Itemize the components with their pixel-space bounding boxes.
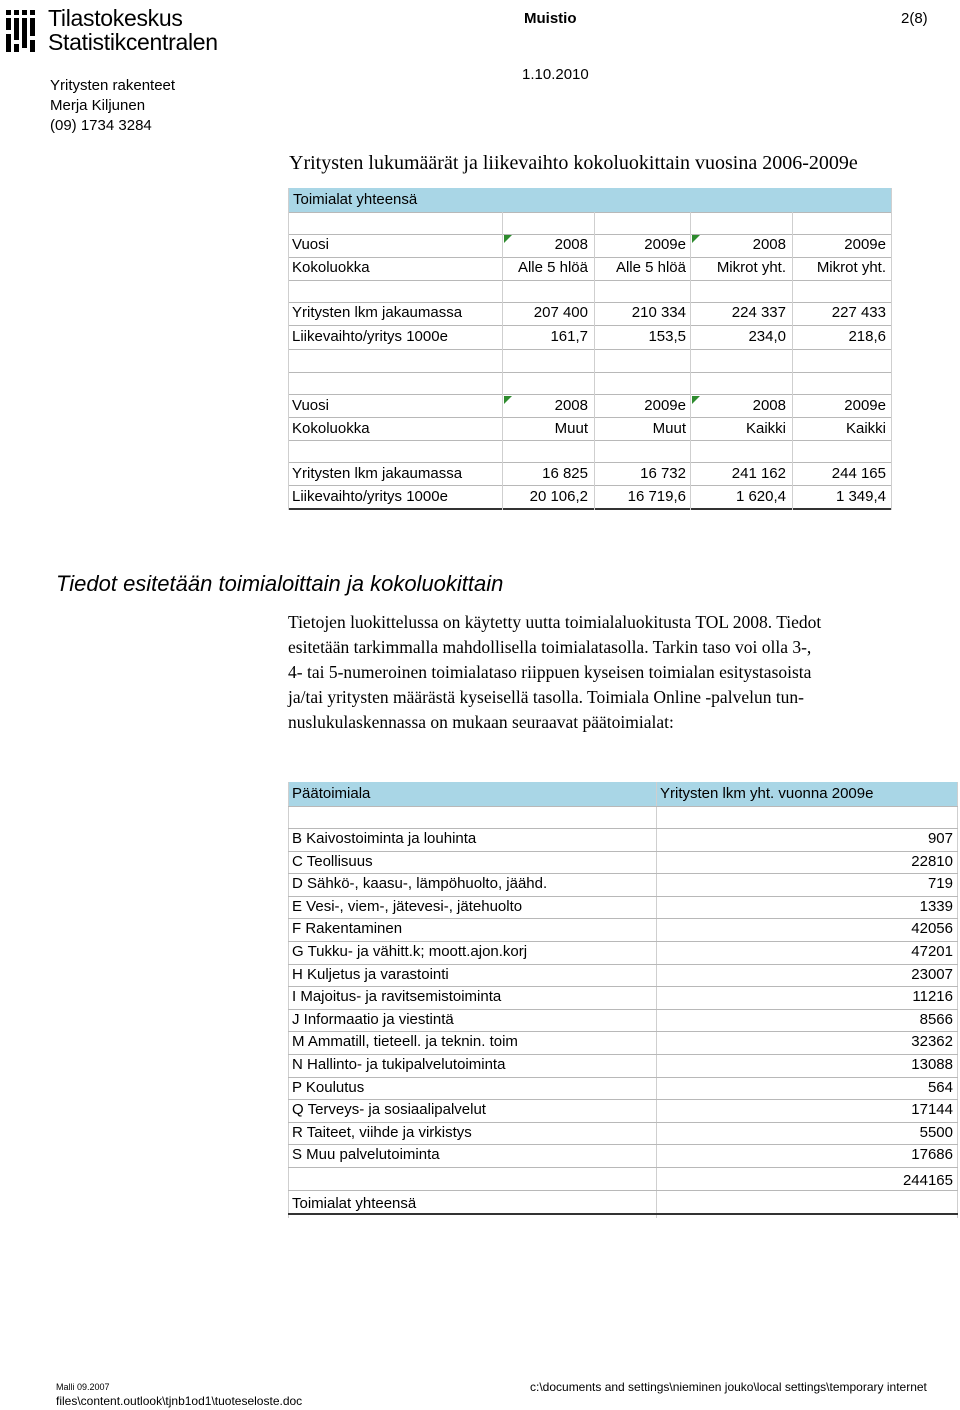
industry-count: 42056 (911, 920, 953, 937)
block2-class-4: Kaikki (845, 420, 886, 437)
block1-row2-value: 161,7 (550, 328, 588, 345)
summary-heading: Yritysten lukumäärät ja liikevaihto kokoluokittain vuosina 2006-2009e (289, 152, 858, 174)
block2-year-4: 2009e (844, 397, 886, 414)
block2-class-1: Muut (554, 420, 588, 437)
industries-header-right: Yritysten lkm yht. vuonna 2009e (660, 785, 874, 802)
block1-row2-value: 153,5 (648, 328, 686, 345)
block1-row1-label: Yritysten lkm jakaumassa (292, 304, 463, 321)
block2-label-kokoluokka: Kokoluokka (292, 420, 370, 437)
industry-count: 907 (927, 830, 953, 847)
logo-name-fi: Tilastokeskus (48, 5, 183, 31)
memo-label: Muistio (524, 10, 577, 27)
industry-name: G Tukku- ja vähitt.k; moott.ajon.korj (292, 943, 528, 960)
industry-name: D Sähkö-, kaasu-, lämpöhuolto, jäähd. (292, 875, 548, 892)
industries-header-band (288, 782, 958, 806)
industry-count: 32362 (911, 1033, 953, 1050)
section-body-line: ja/tai yritysten määrästä kyseisellä tasolla. Toimiala Online -palvelun tun- (288, 687, 805, 707)
document-date: 1.10.2010 (522, 66, 589, 83)
tilastokeskus-logo (4, 6, 254, 54)
industries-header-left: Päätoimiala (292, 785, 371, 802)
industry-count: 17144 (911, 1101, 953, 1118)
industries-total-value: 244165 (902, 1172, 953, 1189)
block2-year-2: 2009e (644, 397, 686, 414)
block1-class-2: Alle 5 hlöä (615, 259, 686, 276)
industry-name: S Muu palvelutoiminta (292, 1146, 440, 1163)
block2-row2-value: 1 349,4 (835, 488, 886, 505)
industry-count: 719 (927, 875, 953, 892)
block1-row1-value: 224 337 (731, 304, 786, 321)
block2-row1-value: 16 732 (640, 465, 686, 482)
industry-name: Q Terveys- ja sosiaalipalvelut (292, 1101, 486, 1118)
block1-year-3: 2008 (752, 236, 786, 253)
industry-name: I Majoitus- ja ravitsemistoiminta (292, 988, 502, 1005)
industry-name: P Koulutus (292, 1079, 365, 1096)
block1-row2-value: 218,6 (848, 328, 886, 345)
footer-path-right: c:\documents and settings\nieminen jouko\local settings\temporary internet (530, 1380, 927, 1394)
industry-name: B Kaivostoiminta ja louhinta (292, 830, 477, 847)
block1-year-1: 2008 (554, 236, 588, 253)
industry-name: F Rakentaminen (292, 920, 403, 937)
block2-label-vuosi: Vuosi (292, 397, 329, 414)
block2-row1-value: 241 162 (731, 465, 786, 482)
section-body-line: nuslukulaskennassa on mukaan seuraavat päätoimialat: (288, 712, 674, 732)
block2-year-1: 2008 (554, 397, 588, 414)
industry-name: J Informaatio ja viestintä (292, 1011, 454, 1028)
industry-name: E Vesi-, viem-, jätevesi-, jätehuolto (292, 898, 523, 915)
industries-total-label: Toimialat yhteensä (292, 1195, 417, 1212)
block1-class-4: Mikrot yht. (816, 259, 886, 276)
block1-class-1: Alle 5 hlöä (517, 259, 588, 276)
section-body-line: 4- tai 5-numeroinen toimialataso riippuen kyseisen toimialan esitystasoista (288, 662, 812, 682)
industry-count: 13088 (911, 1056, 953, 1073)
block2-row1-value: 16 825 (542, 465, 588, 482)
block2-row2-value: 1 620,4 (735, 488, 786, 505)
block2-row2-label: Liikevaihto/yritys 1000e (292, 488, 448, 505)
logo-mark-icon (4, 8, 44, 54)
block1-label-kokoluokka: Kokoluokka (292, 259, 370, 276)
block2-class-2: Muut (652, 420, 686, 437)
block1-row2-label: Liikevaihto/yritys 1000e (292, 328, 448, 345)
section-body (288, 610, 958, 735)
industry-count: 1339 (919, 898, 953, 915)
summary-band (288, 188, 892, 212)
page-number: 2(8) (901, 10, 928, 27)
block2-row2-value: 20 106,2 (529, 488, 588, 505)
summary-band-label: Toimialat yhteensä (293, 191, 418, 208)
block2-row2-value: 16 719,6 (627, 488, 686, 505)
block1-year-2: 2009e (644, 236, 686, 253)
section-body-line: esitetään tarkimmalla mahdollisella toimialatasolla. Tarkin taso voi olla 3-, (288, 637, 812, 657)
block1-row1-value: 210 334 (631, 304, 686, 321)
industry-name: M Ammatill, tieteell. ja teknin. toim (292, 1033, 518, 1050)
section-title: Tiedot esitetään toimialoittain ja kokoluokittain (56, 571, 504, 596)
industry-name: N Hallinto- ja tukipalvelutoiminta (292, 1056, 506, 1073)
block2-row1-label: Yritysten lkm jakaumassa (292, 465, 463, 482)
footer-path-left: files\content.outlook\tjnb1od1\tuoteseloste.doc (56, 1394, 303, 1408)
contact-phone: (09) 1734 3284 (50, 117, 152, 134)
industry-count: 8566 (919, 1011, 953, 1028)
industry-count: 564 (927, 1079, 953, 1096)
block1-row1-value: 227 433 (831, 304, 886, 321)
industry-count: 11216 (912, 988, 953, 1005)
contact-person: Merja Kiljunen (50, 97, 146, 114)
block2-row1-value: 244 165 (831, 465, 886, 482)
industry-count: 47201 (911, 943, 953, 960)
industry-count: 17686 (911, 1146, 953, 1163)
block1-row1-value: 207 400 (533, 304, 588, 321)
block1-class-3: Mikrot yht. (716, 259, 786, 276)
block1-year-4: 2009e (844, 236, 886, 253)
block1-row2-value: 234,0 (748, 328, 786, 345)
industry-count: 23007 (911, 966, 953, 983)
section-body-line: Tietojen luokittelussa on käytetty uutta toimialaluokitusta TOL 2008. Tiedot (288, 612, 822, 632)
contact-unit: Yritysten rakenteet (50, 77, 176, 94)
block2-class-3: Kaikki (745, 420, 786, 437)
industry-name: H Kuljetus ja varastointi (292, 966, 449, 983)
logo-name-sv: Statistikcentralen (48, 29, 218, 55)
industry-count: 22810 (911, 853, 953, 870)
industry-name: R Taiteet, viihde ja virkistys (292, 1124, 472, 1141)
industry-count: 5500 (919, 1124, 953, 1141)
block1-label-vuosi: Vuosi (292, 236, 329, 253)
block2-year-3: 2008 (752, 397, 786, 414)
footer-template: Malli 09.2007 (56, 1382, 110, 1392)
industry-name: C Teollisuus (292, 853, 373, 870)
